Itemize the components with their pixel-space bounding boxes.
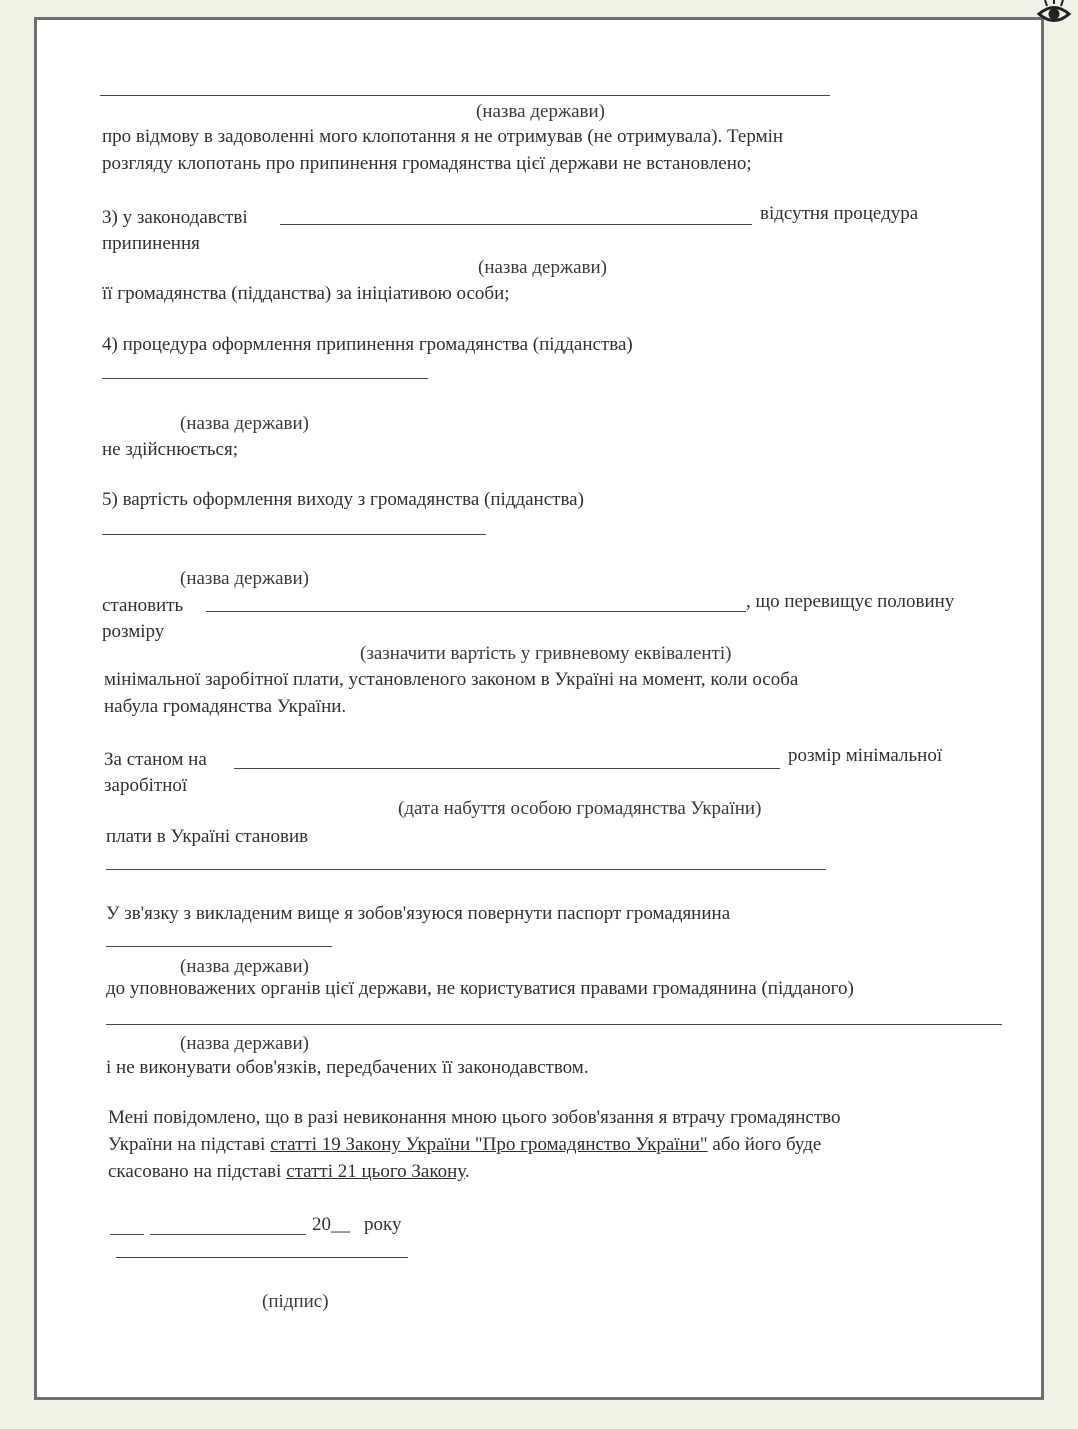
paragraph-line — [108, 1133, 821, 1157]
law-article-21-link[interactable]: статті 21 цього Закону — [286, 1161, 465, 1182]
paragraph-line — [108, 1160, 470, 1184]
blank-line — [102, 378, 428, 379]
paragraph-line: розміру — [102, 621, 165, 642]
blank-line — [102, 534, 486, 535]
paragraph-line: до уповноважених органів цієї держави, не користуватися правами громадянина (підданого) — [106, 978, 854, 999]
eye-icon[interactable] — [1033, 0, 1075, 30]
blank-line — [150, 1234, 306, 1235]
blank-line — [234, 768, 780, 769]
paragraph-line: про відмову в задоволенні мого клопотання я не отримував (не отримувала). Термін — [102, 126, 784, 147]
caption-state: (назва держави) — [180, 956, 309, 977]
caption-state: (назва держави) — [478, 257, 607, 278]
blank-line — [110, 1234, 144, 1235]
paragraph-line: набула громадянства України. — [104, 696, 347, 717]
blank-line — [106, 946, 332, 947]
paragraph-line: розгляду клопотань про припинення громадянства цієї держави не встановлено; — [102, 153, 752, 174]
caption-state: (назва держави) — [180, 568, 309, 589]
caption-state: (назва держави) — [180, 1033, 309, 1054]
blank-line — [280, 224, 752, 225]
paragraph-line: заробітної — [104, 775, 188, 796]
paragraph-line: 4) процедура оформлення припинення громадянства (підданства) — [102, 334, 633, 355]
law-article-19-link[interactable]: статті 19 Закону України "Про громадянство України" — [270, 1134, 708, 1155]
caption-signature: (підпис) — [262, 1291, 329, 1312]
blank-line — [206, 611, 746, 612]
paragraph-line: і не виконувати обов'язків, передбачених її законодавством. — [106, 1057, 589, 1078]
paragraph-line: 3) у законодавстві — [102, 207, 248, 228]
caption-state: (назва держави) — [180, 413, 309, 434]
paragraph-line: відсутня процедура — [760, 203, 919, 224]
paragraph-line: У зв'язку з викладеним вище я зобов'язуюся повернути паспорт громадянина — [106, 903, 731, 924]
blank-line — [100, 95, 830, 96]
paragraph-line: плати в Україні становив — [106, 826, 309, 847]
paragraph-line: не здійснюється; — [102, 439, 238, 460]
text-fragment: України на підставі — [108, 1134, 266, 1155]
text-fragment: або його буде — [712, 1134, 822, 1155]
paragraph-line: , що перевищує половину — [746, 591, 955, 612]
caption-cost: (зазначити вартість у гривневому еквіваленті) — [360, 643, 732, 664]
text-fragment: . — [464, 1161, 470, 1182]
paragraph-line: становить — [102, 595, 184, 616]
blank-line — [106, 869, 826, 870]
paragraph-line: 5) вартість оформлення виходу з громадянства (підданства) — [102, 489, 584, 510]
text-fragment: скасовано на підставі — [108, 1161, 282, 1182]
signature-line — [116, 1257, 408, 1258]
paragraph-line: Мені повідомлено, що в разі невиконання мною цього зобов'язання я втрачу громадянство — [108, 1107, 841, 1128]
date-year-prefix: 20__ — [312, 1214, 350, 1235]
date-year-suffix: року — [364, 1214, 402, 1235]
caption-date: (дата набуття особою громадянства України) — [398, 798, 762, 819]
paragraph-line: мінімальної заробітної плати, установленого законом в Україні на момент, коли особа — [104, 669, 799, 690]
paragraph-line: розмір мінімальної — [788, 745, 943, 766]
paragraph-line: її громадянства (підданства) за ініціативою особи; — [102, 283, 510, 304]
paragraph-line: припинення — [102, 233, 200, 254]
paragraph-line: За станом на — [104, 749, 207, 770]
caption-state: (назва держави) — [476, 101, 605, 122]
blank-line — [106, 1024, 1002, 1025]
